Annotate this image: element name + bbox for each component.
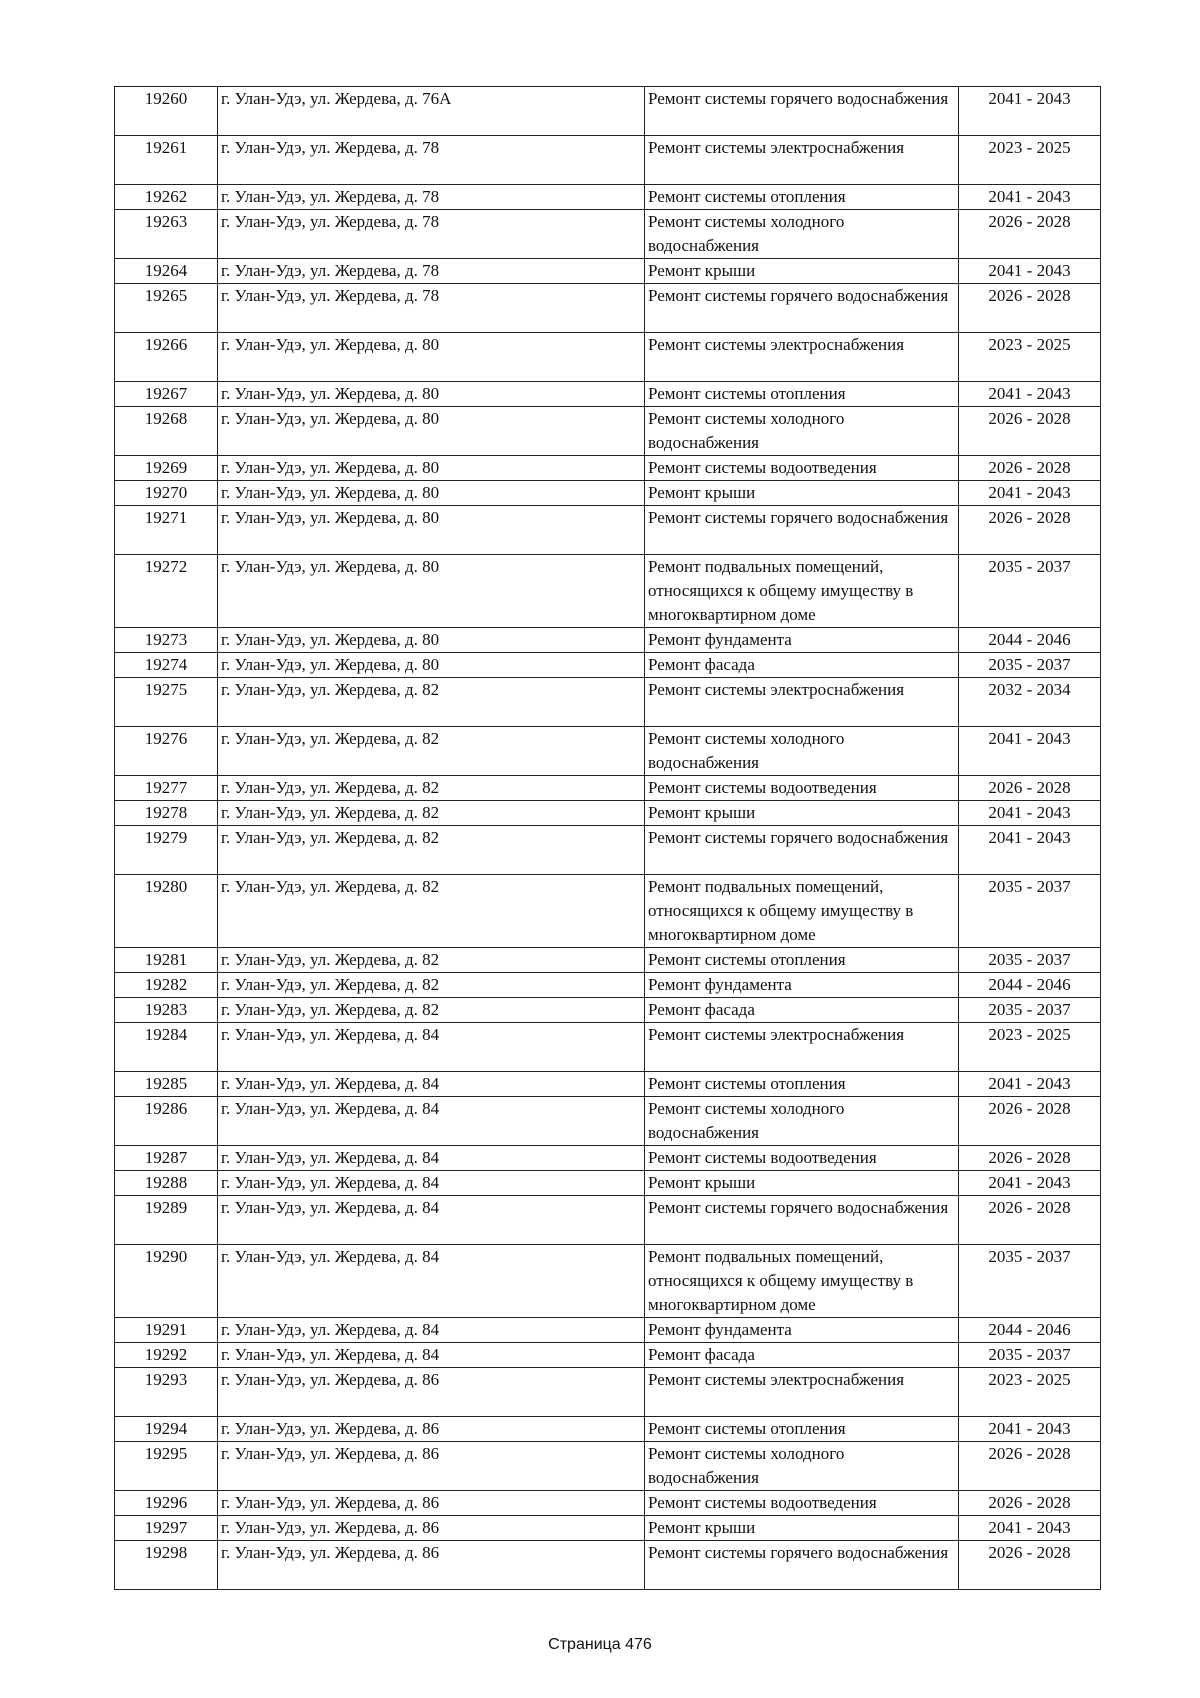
repair-schedule-table (114, 86, 1101, 1590)
address-cell: г. Улан-Удэ, ул. Жердева, д. 80 (218, 481, 645, 506)
row-number-cell: 19268 (115, 407, 218, 456)
table-row (115, 1541, 1101, 1590)
row-number-cell: 19295 (115, 1442, 218, 1491)
work-type-cell: Ремонт системы холодного водоснабжения (645, 1097, 959, 1146)
address-cell: г. Улан-Удэ, ул. Жердева, д. 78 (218, 284, 645, 333)
work-type-cell: Ремонт подвальных помещений, относящихся к общему имуществу в многоквартирном доме (645, 875, 959, 948)
table-row (115, 407, 1101, 456)
work-type-cell: Ремонт крыши (645, 801, 959, 826)
address-cell: г. Улан-Удэ, ул. Жердева, д. 84 (218, 1146, 645, 1171)
period-cell: 2044 - 2046 (959, 628, 1101, 653)
period-cell: 2041 - 2043 (959, 1171, 1101, 1196)
work-type-cell: Ремонт системы холодного водоснабжения (645, 210, 959, 259)
work-type-cell: Ремонт подвальных помещений, относящихся к общему имуществу в многоквартирном доме (645, 555, 959, 628)
address-cell: г. Улан-Удэ, ул. Жердева, д. 86 (218, 1516, 645, 1541)
row-number-cell: 19263 (115, 210, 218, 259)
address-cell: г. Улан-Удэ, ул. Жердева, д. 82 (218, 727, 645, 776)
work-type-cell: Ремонт крыши (645, 259, 959, 284)
period-cell: 2026 - 2028 (959, 210, 1101, 259)
address-cell: г. Улан-Удэ, ул. Жердева, д. 84 (218, 1023, 645, 1072)
work-type-cell: Ремонт фундамента (645, 628, 959, 653)
period-cell: 2026 - 2028 (959, 1541, 1101, 1590)
period-cell: 2044 - 2046 (959, 973, 1101, 998)
row-number-cell: 19274 (115, 653, 218, 678)
address-cell: г. Улан-Удэ, ул. Жердева, д. 84 (218, 1196, 645, 1245)
period-cell: 2026 - 2028 (959, 776, 1101, 801)
period-cell: 2032 - 2034 (959, 678, 1101, 727)
period-cell: 2023 - 2025 (959, 136, 1101, 185)
table-row (115, 973, 1101, 998)
row-number-cell: 19282 (115, 973, 218, 998)
table-row (115, 382, 1101, 407)
period-cell: 2026 - 2028 (959, 1097, 1101, 1146)
table-row (115, 555, 1101, 628)
address-cell: г. Улан-Удэ, ул. Жердева, д. 82 (218, 826, 645, 875)
table-row (115, 1343, 1101, 1368)
work-type-cell: Ремонт системы горячего водоснабжения (645, 87, 959, 136)
address-cell: г. Улан-Удэ, ул. Жердева, д. 78 (218, 136, 645, 185)
period-cell: 2035 - 2037 (959, 1343, 1101, 1368)
row-number-cell: 19290 (115, 1245, 218, 1318)
row-number-cell: 19292 (115, 1343, 218, 1368)
address-cell: г. Улан-Удэ, ул. Жердева, д. 80 (218, 456, 645, 481)
address-cell: г. Улан-Удэ, ул. Жердева, д. 82 (218, 948, 645, 973)
address-cell: г. Улан-Удэ, ул. Жердева, д. 84 (218, 1318, 645, 1343)
period-cell: 2041 - 2043 (959, 259, 1101, 284)
address-cell: г. Улан-Удэ, ул. Жердева, д. 82 (218, 801, 645, 826)
row-number-cell: 19297 (115, 1516, 218, 1541)
address-cell: г. Улан-Удэ, ул. Жердева, д. 84 (218, 1072, 645, 1097)
row-number-cell: 19267 (115, 382, 218, 407)
address-cell: г. Улан-Удэ, ул. Жердева, д. 82 (218, 776, 645, 801)
period-cell: 2041 - 2043 (959, 87, 1101, 136)
table-row (115, 1417, 1101, 1442)
table-row (115, 1171, 1101, 1196)
table-row (115, 1442, 1101, 1491)
work-type-cell: Ремонт подвальных помещений, относящихся к общему имуществу в многоквартирном доме (645, 1245, 959, 1318)
work-type-cell: Ремонт крыши (645, 1516, 959, 1541)
row-number-cell: 19264 (115, 259, 218, 284)
row-number-cell: 19281 (115, 948, 218, 973)
row-number-cell: 19261 (115, 136, 218, 185)
work-type-cell: Ремонт системы горячего водоснабжения (645, 1541, 959, 1590)
address-cell: г. Улан-Удэ, ул. Жердева, д. 84 (218, 1171, 645, 1196)
table-row (115, 1368, 1101, 1417)
period-cell: 2026 - 2028 (959, 1146, 1101, 1171)
period-cell: 2041 - 2043 (959, 1516, 1101, 1541)
row-number-cell: 19265 (115, 284, 218, 333)
period-cell: 2026 - 2028 (959, 1196, 1101, 1245)
period-cell: 2026 - 2028 (959, 284, 1101, 333)
row-number-cell: 19279 (115, 826, 218, 875)
work-type-cell: Ремонт системы горячего водоснабжения (645, 506, 959, 555)
table-row (115, 333, 1101, 382)
period-cell: 2041 - 2043 (959, 185, 1101, 210)
period-cell: 2026 - 2028 (959, 1491, 1101, 1516)
period-cell: 2041 - 2043 (959, 1072, 1101, 1097)
period-cell: 2041 - 2043 (959, 481, 1101, 506)
address-cell: г. Улан-Удэ, ул. Жердева, д. 80 (218, 555, 645, 628)
row-number-cell: 19273 (115, 628, 218, 653)
row-number-cell: 19270 (115, 481, 218, 506)
row-number-cell: 19284 (115, 1023, 218, 1072)
table-row (115, 1245, 1101, 1318)
table-row (115, 210, 1101, 259)
table-row (115, 185, 1101, 210)
address-cell: г. Улан-Удэ, ул. Жердева, д. 82 (218, 998, 645, 1023)
work-type-cell: Ремонт фасада (645, 998, 959, 1023)
row-number-cell: 19288 (115, 1171, 218, 1196)
table-row (115, 653, 1101, 678)
row-number-cell: 19296 (115, 1491, 218, 1516)
work-type-cell: Ремонт системы горячего водоснабжения (645, 826, 959, 875)
address-cell: г. Улан-Удэ, ул. Жердева, д. 80 (218, 333, 645, 382)
address-cell: г. Улан-Удэ, ул. Жердева, д. 82 (218, 973, 645, 998)
address-cell: г. Улан-Удэ, ул. Жердева, д. 76А (218, 87, 645, 136)
row-number-cell: 19266 (115, 333, 218, 382)
work-type-cell: Ремонт системы электроснабжения (645, 333, 959, 382)
period-cell: 2035 - 2037 (959, 948, 1101, 973)
work-type-cell: Ремонт системы отопления (645, 382, 959, 407)
period-cell: 2026 - 2028 (959, 407, 1101, 456)
table-row (115, 727, 1101, 776)
work-type-cell: Ремонт системы водоотведения (645, 456, 959, 481)
table-row (115, 1023, 1101, 1072)
period-cell: 2035 - 2037 (959, 555, 1101, 628)
period-cell: 2035 - 2037 (959, 998, 1101, 1023)
address-cell: г. Улан-Удэ, ул. Жердева, д. 82 (218, 875, 645, 948)
period-cell: 2023 - 2025 (959, 1023, 1101, 1072)
work-type-cell: Ремонт фасада (645, 1343, 959, 1368)
work-type-cell: Ремонт системы водоотведения (645, 1491, 959, 1516)
work-type-cell: Ремонт системы холодного водоснабжения (645, 1442, 959, 1491)
period-cell: 2026 - 2028 (959, 506, 1101, 555)
row-number-cell: 19278 (115, 801, 218, 826)
row-number-cell: 19298 (115, 1541, 218, 1590)
page-number: Страница 476 (548, 1636, 652, 1653)
table-row (115, 875, 1101, 948)
table-row (115, 998, 1101, 1023)
address-cell: г. Улан-Удэ, ул. Жердева, д. 86 (218, 1417, 645, 1442)
work-type-cell: Ремонт системы водоотведения (645, 776, 959, 801)
work-type-cell: Ремонт системы отопления (645, 185, 959, 210)
row-number-cell: 19262 (115, 185, 218, 210)
address-cell: г. Улан-Удэ, ул. Жердева, д. 86 (218, 1442, 645, 1491)
table-row (115, 948, 1101, 973)
row-number-cell: 19289 (115, 1196, 218, 1245)
row-number-cell: 19293 (115, 1368, 218, 1417)
table-row (115, 506, 1101, 555)
row-number-cell: 19287 (115, 1146, 218, 1171)
row-number-cell: 19280 (115, 875, 218, 948)
table-row (115, 87, 1101, 136)
period-cell: 2035 - 2037 (959, 875, 1101, 948)
period-cell: 2026 - 2028 (959, 1442, 1101, 1491)
table-row (115, 628, 1101, 653)
table-row (115, 284, 1101, 333)
row-number-cell: 19272 (115, 555, 218, 628)
work-type-cell: Ремонт крыши (645, 481, 959, 506)
table-row (115, 1491, 1101, 1516)
address-cell: г. Улан-Удэ, ул. Жердева, д. 80 (218, 653, 645, 678)
period-cell: 2041 - 2043 (959, 727, 1101, 776)
period-cell: 2041 - 2043 (959, 801, 1101, 826)
work-type-cell: Ремонт системы отопления (645, 1072, 959, 1097)
period-cell: 2023 - 2025 (959, 333, 1101, 382)
address-cell: г. Улан-Удэ, ул. Жердева, д. 84 (218, 1343, 645, 1368)
table-row (115, 801, 1101, 826)
period-cell: 2023 - 2025 (959, 1368, 1101, 1417)
row-number-cell: 19277 (115, 776, 218, 801)
work-type-cell: Ремонт фасада (645, 653, 959, 678)
work-type-cell: Ремонт системы электроснабжения (645, 1023, 959, 1072)
address-cell: г. Улан-Удэ, ул. Жердева, д. 78 (218, 259, 645, 284)
table-row (115, 1072, 1101, 1097)
work-type-cell: Ремонт системы холодного водоснабжения (645, 407, 959, 456)
address-cell: г. Улан-Удэ, ул. Жердева, д. 86 (218, 1541, 645, 1590)
row-number-cell: 19286 (115, 1097, 218, 1146)
row-number-cell: 19276 (115, 727, 218, 776)
work-type-cell: Ремонт фундамента (645, 1318, 959, 1343)
work-type-cell: Ремонт системы электроснабжения (645, 136, 959, 185)
address-cell: г. Улан-Удэ, ул. Жердева, д. 80 (218, 506, 645, 555)
table-row (115, 678, 1101, 727)
work-type-cell: Ремонт системы горячего водоснабжения (645, 1196, 959, 1245)
period-cell: 2026 - 2028 (959, 456, 1101, 481)
address-cell: г. Улан-Удэ, ул. Жердева, д. 80 (218, 407, 645, 456)
work-type-cell: Ремонт системы холодного водоснабжения (645, 727, 959, 776)
period-cell: 2035 - 2037 (959, 1245, 1101, 1318)
table-row (115, 136, 1101, 185)
row-number-cell: 19291 (115, 1318, 218, 1343)
row-number-cell: 19294 (115, 1417, 218, 1442)
row-number-cell: 19269 (115, 456, 218, 481)
work-type-cell: Ремонт системы водоотведения (645, 1146, 959, 1171)
table-row (115, 456, 1101, 481)
table-row (115, 481, 1101, 506)
table-row (115, 1097, 1101, 1146)
address-cell: г. Улан-Удэ, ул. Жердева, д. 84 (218, 1245, 645, 1318)
address-cell: г. Улан-Удэ, ул. Жердева, д. 78 (218, 185, 645, 210)
work-type-cell: Ремонт системы электроснабжения (645, 1368, 959, 1417)
table-row (115, 776, 1101, 801)
table-row (115, 826, 1101, 875)
table-body (115, 87, 1101, 1590)
address-cell: г. Улан-Удэ, ул. Жердева, д. 80 (218, 382, 645, 407)
row-number-cell: 19285 (115, 1072, 218, 1097)
row-number-cell: 19260 (115, 87, 218, 136)
period-cell: 2041 - 2043 (959, 1417, 1101, 1442)
row-number-cell: 19283 (115, 998, 218, 1023)
table-row (115, 1318, 1101, 1343)
period-cell: 2041 - 2043 (959, 382, 1101, 407)
work-type-cell: Ремонт системы отопления (645, 1417, 959, 1442)
row-number-cell: 19271 (115, 506, 218, 555)
table-row (115, 259, 1101, 284)
period-cell: 2041 - 2043 (959, 826, 1101, 875)
address-cell: г. Улан-Удэ, ул. Жердева, д. 86 (218, 1368, 645, 1417)
address-cell: г. Улан-Удэ, ул. Жердева, д. 84 (218, 1097, 645, 1146)
address-cell: г. Улан-Удэ, ул. Жердева, д. 86 (218, 1491, 645, 1516)
period-cell: 2044 - 2046 (959, 1318, 1101, 1343)
work-type-cell: Ремонт системы горячего водоснабжения (645, 284, 959, 333)
address-cell: г. Улан-Удэ, ул. Жердева, д. 82 (218, 678, 645, 727)
address-cell: г. Улан-Удэ, ул. Жердева, д. 80 (218, 628, 645, 653)
period-cell: 2035 - 2037 (959, 653, 1101, 678)
table-row (115, 1146, 1101, 1171)
work-type-cell: Ремонт крыши (645, 1171, 959, 1196)
table-row (115, 1516, 1101, 1541)
row-number-cell: 19275 (115, 678, 218, 727)
work-type-cell: Ремонт фундамента (645, 973, 959, 998)
work-type-cell: Ремонт системы отопления (645, 948, 959, 973)
address-cell: г. Улан-Удэ, ул. Жердева, д. 78 (218, 210, 645, 259)
table-row (115, 1196, 1101, 1245)
work-type-cell: Ремонт системы электроснабжения (645, 678, 959, 727)
